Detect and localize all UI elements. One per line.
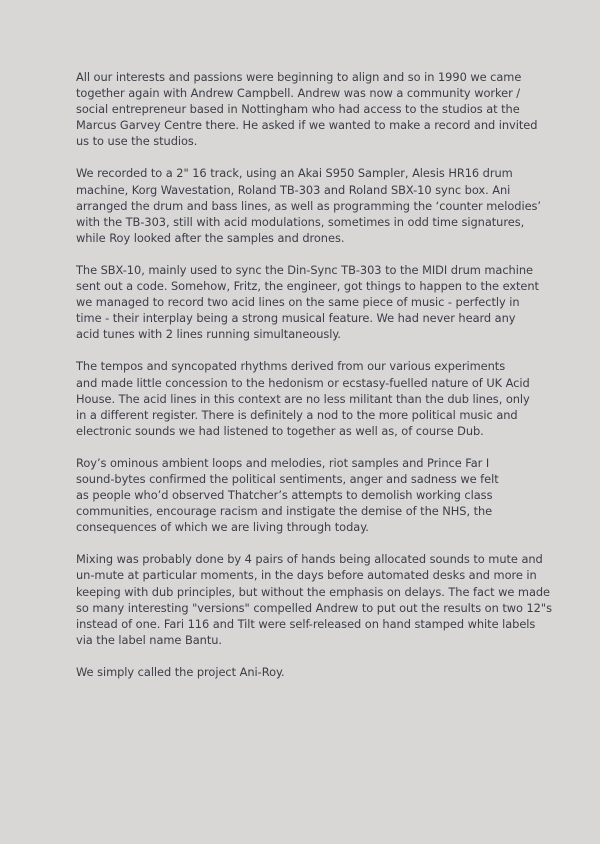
paragraph-1990-collaboration xyxy=(76,69,546,149)
paragraph-political-sentiment xyxy=(76,455,546,535)
text-line: consequences of which we are living through today. xyxy=(76,520,369,535)
text-line: social entrepreneur based in Nottingham who had access to the studios at the xyxy=(76,102,520,117)
text-line: while Roy looked after the samples and drones. xyxy=(76,230,345,245)
text-line: Roy’s ominous ambient loops and melodies, riot samples and Prince Far I xyxy=(76,455,490,470)
text-line: machine, Korg Wavestation, Roland TB-303 and Roland SBX-10 sync box. Ani xyxy=(76,182,511,197)
text-line: time - their interplay being a strong musical feature. We had never heard any xyxy=(76,311,516,326)
text-line: Marcus Garvey Centre there. He asked if we wanted to make a record and invited xyxy=(76,118,538,133)
paragraph-project-name xyxy=(76,664,546,680)
text-line: sent out a code. Somehow, Fritz, the engineer, got things to happen to the extent xyxy=(76,279,539,294)
text-line: electronic sounds we had listened to together as well as, of course Dub. xyxy=(76,423,484,438)
text-line: House. The acid lines in this context are no less militant than the dub lines, only xyxy=(76,391,530,406)
document-body xyxy=(76,69,552,696)
paragraph-tempos-rhythms xyxy=(76,358,546,438)
text-line: Mixing was probably done by 4 pairs of hands being allocated sounds to mute and xyxy=(76,552,543,567)
text-line: we managed to record two acid lines on the same piece of music - perfectly in xyxy=(76,295,520,310)
text-line: The SBX-10, mainly used to sync the Din-Sync TB-303 to the MIDI drum machine xyxy=(76,262,533,277)
paragraph-mixing-release xyxy=(76,551,552,648)
text-line: instead of one. Fari 116 and Tilt were self-released on hand stamped white labels xyxy=(76,616,536,631)
text-line: All our interests and passions were beginning to align and so in 1990 we came xyxy=(76,70,522,84)
text-line: We simply called the project Ani-Roy. xyxy=(76,664,285,679)
text-line: us to use the studios. xyxy=(76,134,198,149)
text-line: via the label name Bantu. xyxy=(76,632,222,647)
text-line: sound-bytes confirmed the political sentiments, anger and sadness we felt xyxy=(76,471,499,486)
paragraph-sbx10-sync xyxy=(76,262,546,342)
text-line: We recorded to a 2" 16 track, using an Akai S950 Sampler, Alesis HR16 drum xyxy=(76,166,513,181)
text-line: and made little concession to the hedonism or ecstasy-fuelled nature of UK Acid xyxy=(76,375,530,390)
text-line: with the TB-303, still with acid modulations, sometimes in odd time signatures, xyxy=(76,214,525,229)
text-line: in a different register. There is definitely a nod to the more political music and xyxy=(76,407,518,422)
text-line: communities, encourage racism and instigate the demise of the NHS, the xyxy=(76,504,493,519)
text-line: acid tunes with 2 lines running simultaneously. xyxy=(76,327,341,342)
text-line: together again with Andrew Campbell. Andrew was now a community worker / xyxy=(76,86,521,101)
paragraph-recording-equipment xyxy=(76,165,546,245)
text-line: un-mute at particular moments, in the days before automated desks and more in xyxy=(76,568,537,583)
text-line: as people who’d observed Thatcher’s attempts to demolish working class xyxy=(76,488,493,503)
text-line: so many interesting "versions" compelled Andrew to put out the results on two 12"s xyxy=(76,600,552,615)
text-line: keeping with dub principles, but without the emphasis on delays. The fact we made xyxy=(76,584,551,599)
text-line: The tempos and syncopated rhythms derived from our various experiments xyxy=(76,359,506,374)
text-line: arranged the drum and bass lines, as well as programming the ‘counter melodies’ xyxy=(76,198,542,213)
